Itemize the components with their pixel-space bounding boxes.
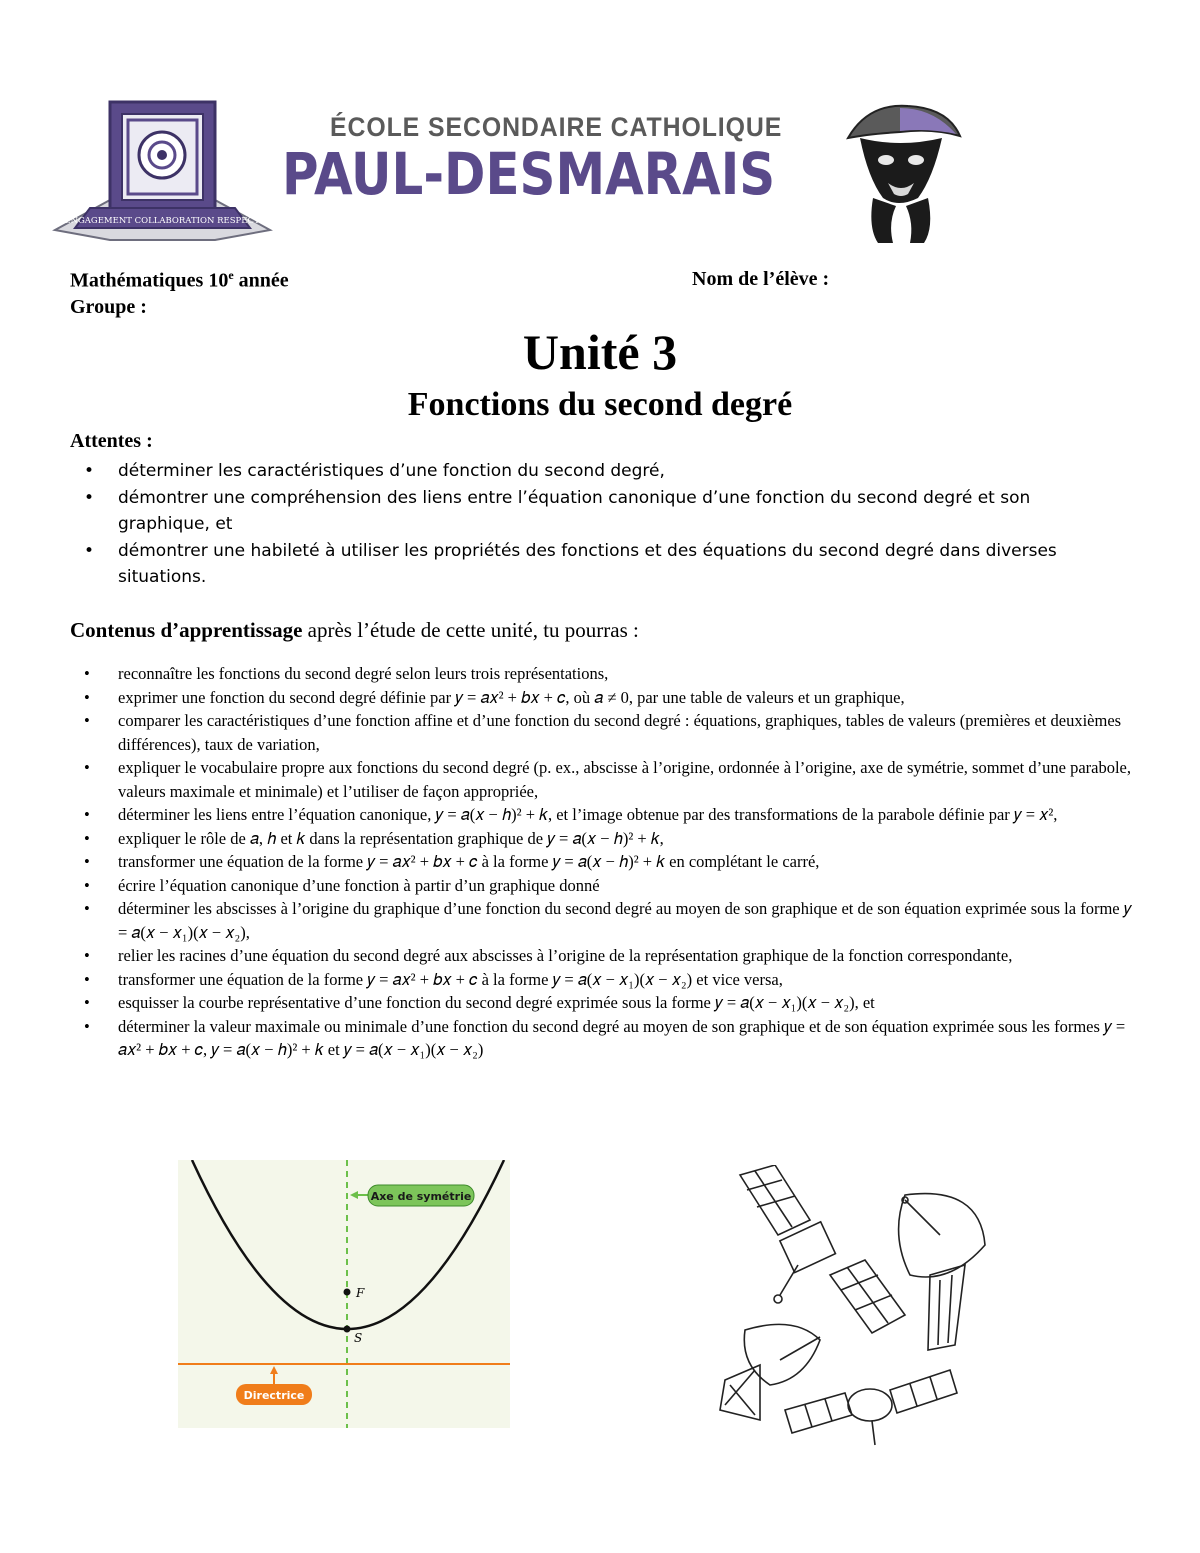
attentes-heading: Attentes : [70, 430, 153, 452]
vertex-label: S [354, 1331, 363, 1345]
list-item: • esquisser la courbe représentative d’une fonction du second degré exprimée sous la forme 𝑦 = 𝑎(𝑥 − 𝑥₁)(𝑥 − 𝑥₂), et [84, 991, 1144, 1015]
list-item: • expliquer le rôle de 𝑎, ℎ et 𝑘 dans la représentation graphique de 𝑦 = 𝑎(𝑥 − ℎ)² + 𝑘, [84, 827, 1144, 851]
subject-sup: e [228, 268, 234, 282]
vertex-point [344, 1326, 351, 1333]
student-name-label: Nom de l’élève : [692, 268, 830, 290]
attentes-list [84, 458, 1114, 591]
focus-point [344, 1289, 351, 1296]
subject-label [70, 268, 289, 293]
crest-motto: ENGAGEMENT COLLABORATION RESPECT [64, 216, 260, 226]
contenus-heading-rest: après l’étude de cette unité, tu pourras : [302, 618, 639, 642]
unit-title: Unité 3 [522, 324, 678, 380]
school-header [0, 0, 1200, 250]
list-item: • exprimer une fonction du second degré définie par 𝑦 = 𝑎𝑥² + 𝑏𝑥 + 𝑐, où 𝑎 ≠ 0, par une table de valeurs et un graphique, [84, 686, 1144, 710]
list-item: • transformer une équation de la forme 𝑦 = 𝑎𝑥² + 𝑏𝑥 + 𝑐 à la forme 𝑦 = 𝑎(𝑥 − 𝑥₁)(𝑥 − 𝑥₂) et vice versa, [84, 968, 1144, 992]
list-item: • démontrer une compréhension des liens entre l’équation canonique d’une fonction du second degré et son graphique, et [84, 485, 1114, 538]
subject-text: Mathématiques 10 [70, 269, 229, 292]
list-item: • transformer une équation de la forme 𝑦 = 𝑎𝑥² + 𝑏𝑥 + 𝑐 à la forme 𝑦 = 𝑎(𝑥 − ℎ)² + 𝑘 en complétant le carré, [84, 850, 1144, 874]
list-item: • déterminer la valeur maximale ou minimale d’une fonction du second degré au moyen de son graphique et de son équation exprimée sous les formes 𝑦 = 𝑎𝑥² + 𝑏𝑥 + 𝑐, 𝑦 = 𝑎(𝑥 − ℎ)² + 𝑘 et 𝑦 = 𝑎(𝑥 − 𝑥₁)(𝑥 − 𝑥₂) [84, 1015, 1144, 1062]
list-item: • relier les racines d’une équation du second degré aux abscisses à l’origine de la représentation graphique de la fonction correspondante, [84, 944, 1144, 968]
satellite-2 [785, 1370, 957, 1445]
satellites-illustration [700, 1165, 1000, 1450]
list-item: • écrire l’équation canonique d’une fonction à partir d’un graphique donné [84, 874, 1144, 898]
satellite-1 [740, 1165, 905, 1333]
unit-subtitle: Fonctions du second degré [407, 386, 793, 423]
list-item: • déterminer les caractéristiques d’une fonction du second degré, [84, 458, 1114, 485]
list-item: • démontrer une habileté à utiliser les propriétés des fonctions et des équations du second degré dans diverses situations. [84, 538, 1114, 591]
dish-1 [899, 1194, 985, 1350]
focus-label: F [356, 1286, 365, 1300]
list-item: • comparer les caractéristiques d’une fonction affine et d’une fonction du second degré : équations, graphiques, tables de valeurs (premières et deuxièmes différences), taux de variation, [84, 709, 1144, 756]
list-item: • déterminer les abscisses à l’origine du graphique d’une fonction du second degré au moyen de son graphique et de son équation exprimée sous la forme 𝑦 = 𝑎(𝑥 − 𝑥₁)(𝑥 − 𝑥₂), [84, 897, 1144, 944]
contenus-heading [70, 618, 639, 643]
subject-suffix: année [233, 269, 289, 292]
school-name-line2: PAUL-DESMARAIS [282, 140, 776, 208]
school-name-line1: ÉCOLE SECONDAIRE CATHOLIQUE [330, 112, 783, 142]
contenus-heading-bold: Contenus d’apprentissage [70, 618, 303, 642]
list-item: • déterminer les liens entre l’équation canonique, 𝑦 = 𝑎(𝑥 − ℎ)² + 𝑘, et l’image obtenue par des transformations de la parabole définie par 𝑦 = 𝑥², [84, 803, 1144, 827]
panther-mascot-logo [838, 98, 963, 246]
list-item: • reconnaître les fonctions du second degré selon leurs trois représentations, [84, 662, 1144, 686]
group-label: Groupe : [70, 296, 147, 318]
contenus-list [84, 662, 1144, 1062]
directrix-label: Directrice [243, 1389, 305, 1402]
axis-label: Axe de symétrie [370, 1190, 472, 1203]
parabola-figure [178, 1160, 510, 1428]
school-crest-logo [50, 100, 275, 245]
list-item: • expliquer le vocabulaire propre aux fonctions du second degré (p. ex., abscisse à l’origine, ordonnée à l’origine, axe de symétrie, sommet d’une parabole, valeurs maximale et minimale) et l’utiliser de façon appropriée, [84, 756, 1144, 803]
